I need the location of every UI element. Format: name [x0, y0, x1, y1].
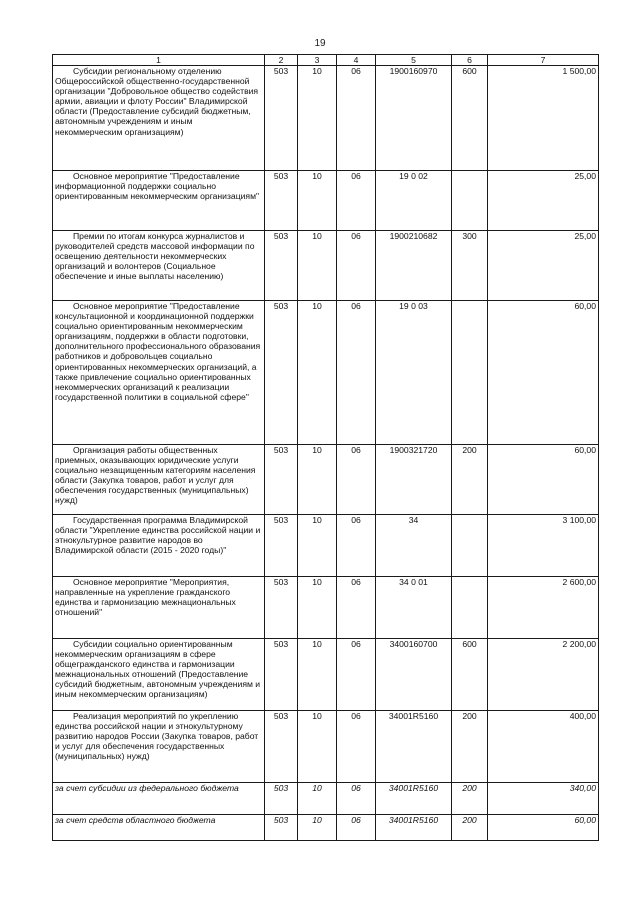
header-col-6: 6: [452, 55, 488, 66]
header-col-5: 5: [376, 55, 452, 66]
table-row: [53, 515, 599, 577]
row-subsection-cell: 06: [337, 639, 376, 711]
row-subsection-cell: 06: [337, 171, 376, 231]
row-amount-cell: 3 100,00: [488, 515, 599, 577]
header-col-2: 2: [265, 55, 298, 66]
row-section-cell: 10: [298, 445, 337, 515]
row-target-article-cell: 34001R5160: [376, 815, 452, 841]
row-expense-type-cell: [452, 301, 488, 445]
row-gov-cell: 503: [265, 783, 298, 815]
row-gov-cell: 503: [265, 711, 298, 783]
row-subsection-cell: 06: [337, 515, 376, 577]
row-subsection-cell: 06: [337, 783, 376, 815]
row-subsection-cell: 06: [337, 711, 376, 783]
row-gov-cell: 503: [265, 171, 298, 231]
row-amount-cell: 400,00: [488, 711, 599, 783]
row-subsection-cell: 06: [337, 577, 376, 639]
row-amount-cell: 2 200,00: [488, 639, 599, 711]
table-row: [53, 711, 599, 783]
row-target-article-cell: 34001R5160: [376, 711, 452, 783]
row-section-cell: 10: [298, 577, 337, 639]
row-name-cell: Реализация мероприятий по укреплению единства российской нации и этнокультурному развитию народов России (Закупка товаров, работ и услуг для обеспечения государственных (муниципальных) нужд): [53, 711, 265, 783]
row-expense-type-cell: 200: [452, 815, 488, 841]
row-subsection-cell: 06: [337, 66, 376, 171]
row-name-cell: за счет средств областного бюджета: [53, 815, 265, 841]
row-expense-type-cell: 600: [452, 639, 488, 711]
row-section-cell: 10: [298, 783, 337, 815]
row-gov-cell: 503: [265, 445, 298, 515]
row-name-cell: Премии по итогам конкурса журналистов и руководителей средств массовой информации по освещению деятельности некоммерческих организаций и волонтеров (Социальное обеспечение и иные выплаты населению): [53, 231, 265, 301]
row-name-cell: Субсидии социально ориентированным некоммерческим организациям в сфере общегражданского единства и гармонизации межнациональных отношений (Предоставление субсидий бюджетным, автономным учреждениям и иным некоммерческим организациям): [53, 639, 265, 711]
row-target-article-cell: 1900160970: [376, 66, 452, 171]
row-expense-type-cell: [452, 515, 488, 577]
row-subsection-cell: 06: [337, 231, 376, 301]
table-row: [53, 577, 599, 639]
row-expense-type-cell: [452, 577, 488, 639]
table-row: [53, 66, 599, 171]
table-header-row: [53, 55, 599, 66]
row-name-cell: за счет субсидии из федерального бюджета: [53, 783, 265, 815]
header-col-4: 4: [337, 55, 376, 66]
row-target-article-cell: 34 0 01: [376, 577, 452, 639]
row-amount-cell: 2 600,00: [488, 577, 599, 639]
row-name-cell: Организация работы общественных приемных, оказывающих юридические услуги социально незащищенным категориям населения области (Закупка товаров, работ и услуг для обеспечения государственных (муниципальных) нужд): [53, 445, 265, 515]
row-target-article-cell: 34001R5160: [376, 783, 452, 815]
row-name-cell: Субсидии региональному отделению Общероссийской общественно-государственной организации "Добровольное общество содействия армии, авиации и флоту России" Владимирской области (Предоставление субсидий бюджетным, автономным учреждениям и иным некоммерческим организациям): [53, 66, 265, 171]
row-section-cell: 10: [298, 301, 337, 445]
page-number: 19: [314, 38, 326, 49]
row-section-cell: 10: [298, 515, 337, 577]
row-name-cell: Основное мероприятие "Предоставление информационной поддержки социально ориентированным некоммерческим организациям": [53, 171, 265, 231]
row-target-article-cell: 19 0 02: [376, 171, 452, 231]
row-target-article-cell: 1900210682: [376, 231, 452, 301]
row-gov-cell: 503: [265, 301, 298, 445]
table-row: [53, 445, 599, 515]
row-expense-type-cell: 200: [452, 711, 488, 783]
budget-table: [52, 54, 599, 841]
row-section-cell: 10: [298, 231, 337, 301]
row-target-article-cell: 3400160700: [376, 639, 452, 711]
row-subsection-cell: 06: [337, 815, 376, 841]
row-section-cell: 10: [298, 66, 337, 171]
table-row: [53, 231, 599, 301]
row-amount-cell: 25,00: [488, 171, 599, 231]
row-subsection-cell: 06: [337, 301, 376, 445]
row-section-cell: 10: [298, 639, 337, 711]
row-gov-cell: 503: [265, 231, 298, 301]
row-amount-cell: 60,00: [488, 815, 599, 841]
row-amount-cell: 60,00: [488, 445, 599, 515]
row-name-cell: Основное мероприятие "Предоставление консультационной и координационной поддержки социально ориентированным некоммерческим организациям, поддержки в области подготовки, дополнительного профессионального образования работников и добровольцев социально ориентированных некоммерческих организаций, а также привлечение социально ориентированных некоммерческих организаций к реализации государственной политики в социальной сфере": [53, 301, 265, 445]
table-row: [53, 301, 599, 445]
header-col-3: 3: [298, 55, 337, 66]
row-subsection-cell: 06: [337, 445, 376, 515]
row-target-article-cell: 1900321720: [376, 445, 452, 515]
row-expense-type-cell: 200: [452, 445, 488, 515]
row-section-cell: 10: [298, 815, 337, 841]
row-expense-type-cell: 600: [452, 66, 488, 171]
row-amount-cell: 60,00: [488, 301, 599, 445]
row-gov-cell: 503: [265, 577, 298, 639]
row-target-article-cell: 34: [376, 515, 452, 577]
row-gov-cell: 503: [265, 815, 298, 841]
row-amount-cell: 1 500,00: [488, 66, 599, 171]
table-row: [53, 815, 599, 841]
table-row: [53, 171, 599, 231]
row-name-cell: Основное мероприятие "Мероприятия, направленные на укрепление гражданского единства и гармонизацию межнациональных отношений": [53, 577, 265, 639]
header-col-1: 1: [53, 55, 265, 66]
row-expense-type-cell: [452, 171, 488, 231]
row-amount-cell: 25,00: [488, 231, 599, 301]
row-target-article-cell: 19 0 03: [376, 301, 452, 445]
table-row: [53, 783, 599, 815]
row-expense-type-cell: 200: [452, 783, 488, 815]
header-col-7: 7: [488, 55, 599, 66]
row-gov-cell: 503: [265, 515, 298, 577]
row-section-cell: 10: [298, 171, 337, 231]
row-amount-cell: 340,00: [488, 783, 599, 815]
row-section-cell: 10: [298, 711, 337, 783]
row-gov-cell: 503: [265, 639, 298, 711]
row-expense-type-cell: 300: [452, 231, 488, 301]
row-name-cell: Государственная программа Владимирской области "Укрепление единства российской нации и этнокультурное развитие народов во Владимирской области (2015 - 2020 годы)": [53, 515, 265, 577]
row-gov-cell: 503: [265, 66, 298, 171]
table-row: [53, 639, 599, 711]
